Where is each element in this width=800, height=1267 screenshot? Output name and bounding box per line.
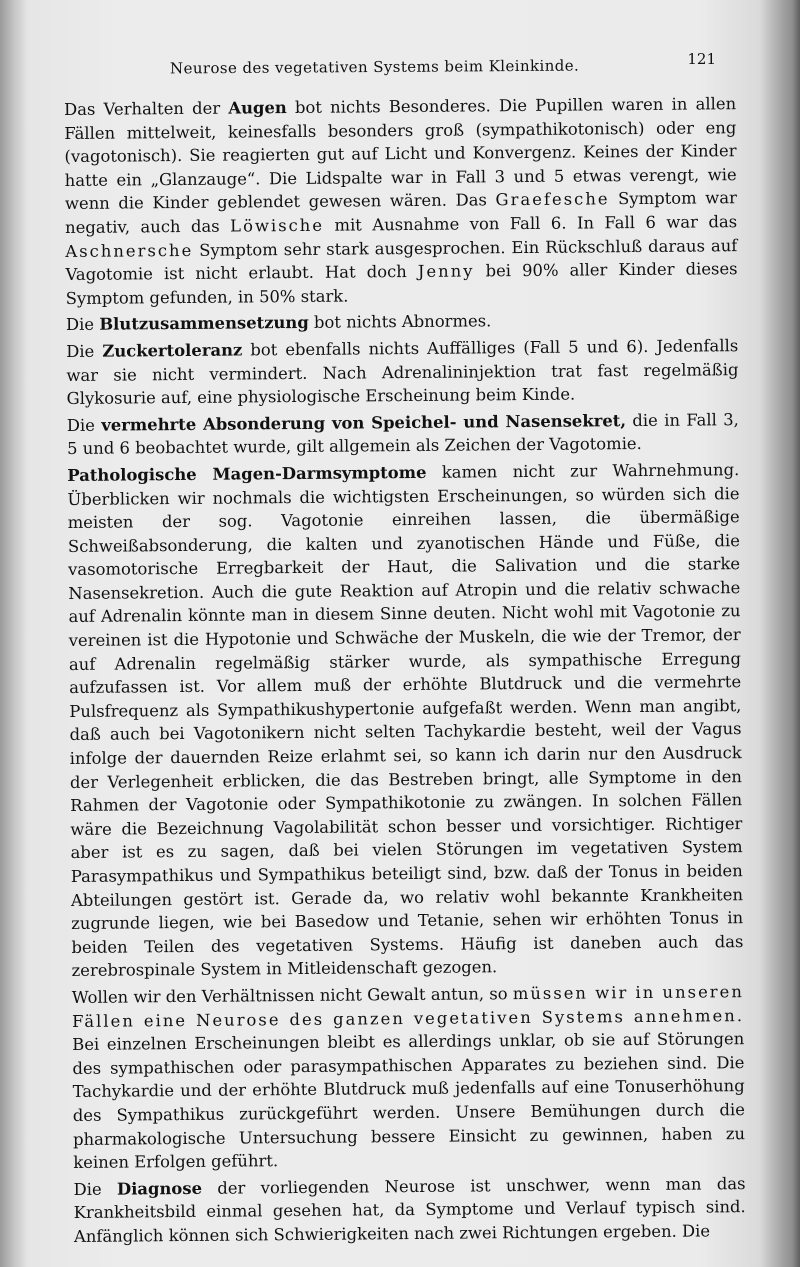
text-run: Bei einzelnen Erscheinungen bleibt es allerdings unklar, ob sie auf Störungen des sympathischen oder parasympathischen Apparates zu beziehen sind. Die Tachykardie und der erhöhte Blutdruck muß jedenfalls auf eine Tonuserhöhung des Sympathikus zurückgeführt werden. Unsere Bemühungen durch die pharmakologische Untersuchung bessere Einsicht zu gewinnen, haben zu keinen Erfolgen geführt. (72, 1029, 746, 1173)
text-run: Symptom sehr stark ausgesprochen. Ein Rückschluß daraus auf Vagotomie ist nicht erlaubt. Hat doch (65, 235, 738, 285)
text-run: Die (66, 415, 102, 435)
text-run: bot nichts Besonderes. Die Pupillen waren in allen Fällen mittelweit, keinesfalls besonders groß (sympathikotonisch) oder eng (vagotonisch). Sie reagierten gut auf Licht und Konvergenz. Keines der Kinder hatte ein „Glanzauge“. Die Lidspalte war in Fall 3 und 5 etwas verengt, wie wenn die Kinder geblendet gewesen wären. Das (64, 94, 737, 214)
spaced-name: Jenny (417, 261, 475, 282)
running-title: Neurose des vegetativen Systems beim Kleinkinde. (169, 56, 580, 78)
page-edge-shadow (760, 0, 800, 1267)
spaced-name: Graefesche (495, 189, 610, 210)
bold-keyword: Zuckertoleranz (102, 340, 243, 361)
paragraph (72, 980, 746, 1175)
paragraph (67, 458, 744, 983)
text-run: bot ebenfalls nichts Auffälliges (Fall 5 und 6). Jedenfalls war sie nicht vermindert. Nach Adrenalininjektion trat fast regelmäßig Glykosurie auf, eine physiologische Erscheinung beim Kinde. (66, 336, 739, 409)
paragraph (67, 408, 739, 461)
text-run: Die (73, 1179, 118, 1199)
text-run: die in Fall 3, 5 und 6 beobachtet wurde, gilt allgemein als Zeichen der Vagotomie. (66, 409, 739, 459)
bold-keyword: Blutzusammensetzung (99, 313, 309, 335)
text-run: Die (66, 341, 103, 361)
text-run: bei 90% aller Kinder dieses Symptom gefunden, in 50% stark. (65, 259, 738, 308)
page-header (170, 50, 716, 82)
text-run: Symptom war negativ, auch das (65, 188, 737, 237)
bold-keyword: vermehrte Absonderung von Speichel- und Nasensekret, (101, 410, 627, 435)
body-text (64, 92, 746, 1251)
paragraph (73, 1172, 746, 1249)
paragraph (66, 334, 739, 411)
text-run: Das Verhalten der (64, 98, 229, 119)
text-run: Wollen wir den Verhältnissen nicht Gewalt antun, so (71, 984, 513, 1007)
spaced-name: Aschnersche (65, 240, 194, 261)
text-run: kamen nicht zur Wahrnehmung. Überblicken wir nochmals die wichtigsten Erscheinungen, so würden sich die meisten der sog. Vagotonie einreihen lassen, die übermäßige Schweißabsonderung, die kalten und zyanotischen Hände und Füße, die vasomotorische Erregbarkeit der Haut, die Salivation und die starke Nasensekretion. Auch die gute Reaktion auf Atropin und die relativ schwache auf Adrenalin könnte man in diesem Sinne deuten. Nicht wohl mit Vagotonie zu vereinen ist die Hypotonie und Schwäche der Muskeln, die wie der Tremor, der auf Adrenalin regelmäßig stärker wurde, als sympathische Erregung aufzufassen ist. Vor allem muß der erhöhte Blutdruck und die vermehrte Pulsfrequenz als Sympathikushypertonie aufgefaßt werden. Wenn man angibt, daß auch bei Vagotonikern nicht selten Tachykardie besteht, weil der Vagus infolge der dauernden Reize erlahmt sei, so kann ich darin nur den Ausdruck der Verlegenheit erblicken, die das Bestreben bringt, alle Symptome in den Rahmen der Vagotonie oder Sympathikotonie zu zwängen. In solchen Fällen wäre die Bezeichnung Vagolabilität schon besser und vorsichtiger. Richtiger aber ist es zu sagen, daß bei vielen Störungen im vegetativen System Parasympathikus und Sympathikus beteiligt sind, bzw. daß der Tonus in beiden Abteilungen gestört ist. Gerade da, wo relativ wohl bekannte Krankheiten zugrunde liegen, wie bei Basedow und Tetanie, sehen wir erhöhten Tonus in beiden Teilen des vegetativen Systems. Häufig ist daneben auch das zerebrospinale System in Mitleidenschaft gezogen. (67, 460, 744, 981)
text-run: mit Ausnahme von Fall 6. In Fall 6 war das (323, 212, 738, 235)
bold-keyword: Augen (228, 98, 287, 118)
text-run: Die (65, 315, 100, 335)
paragraph (66, 307, 738, 336)
text-run: der vorliegenden Neurose ist unschwer, wenn man das Krankheitsbild einmal gesehen hat, da Symptome und Verlauf typisch sind. Anfänglich können sich Schwierigkeiten nach zwei Richtungen ergeben. Die (73, 1173, 746, 1246)
book-binding-shadow (0, 0, 26, 1267)
spaced-name: müssen wir in unseren Fällen eine Neurose des ganzen vegetativen Systems annehmen. (71, 982, 745, 1031)
bold-keyword: Pathologische Magen-Darmsymptome (67, 462, 427, 485)
spaced-name: Löwische (230, 215, 325, 236)
bold-keyword: Diagnose (116, 1178, 203, 1199)
page-number: 121 (687, 50, 716, 68)
paragraph (64, 92, 738, 310)
text-run: bot nichts Abnormes. (308, 311, 492, 333)
